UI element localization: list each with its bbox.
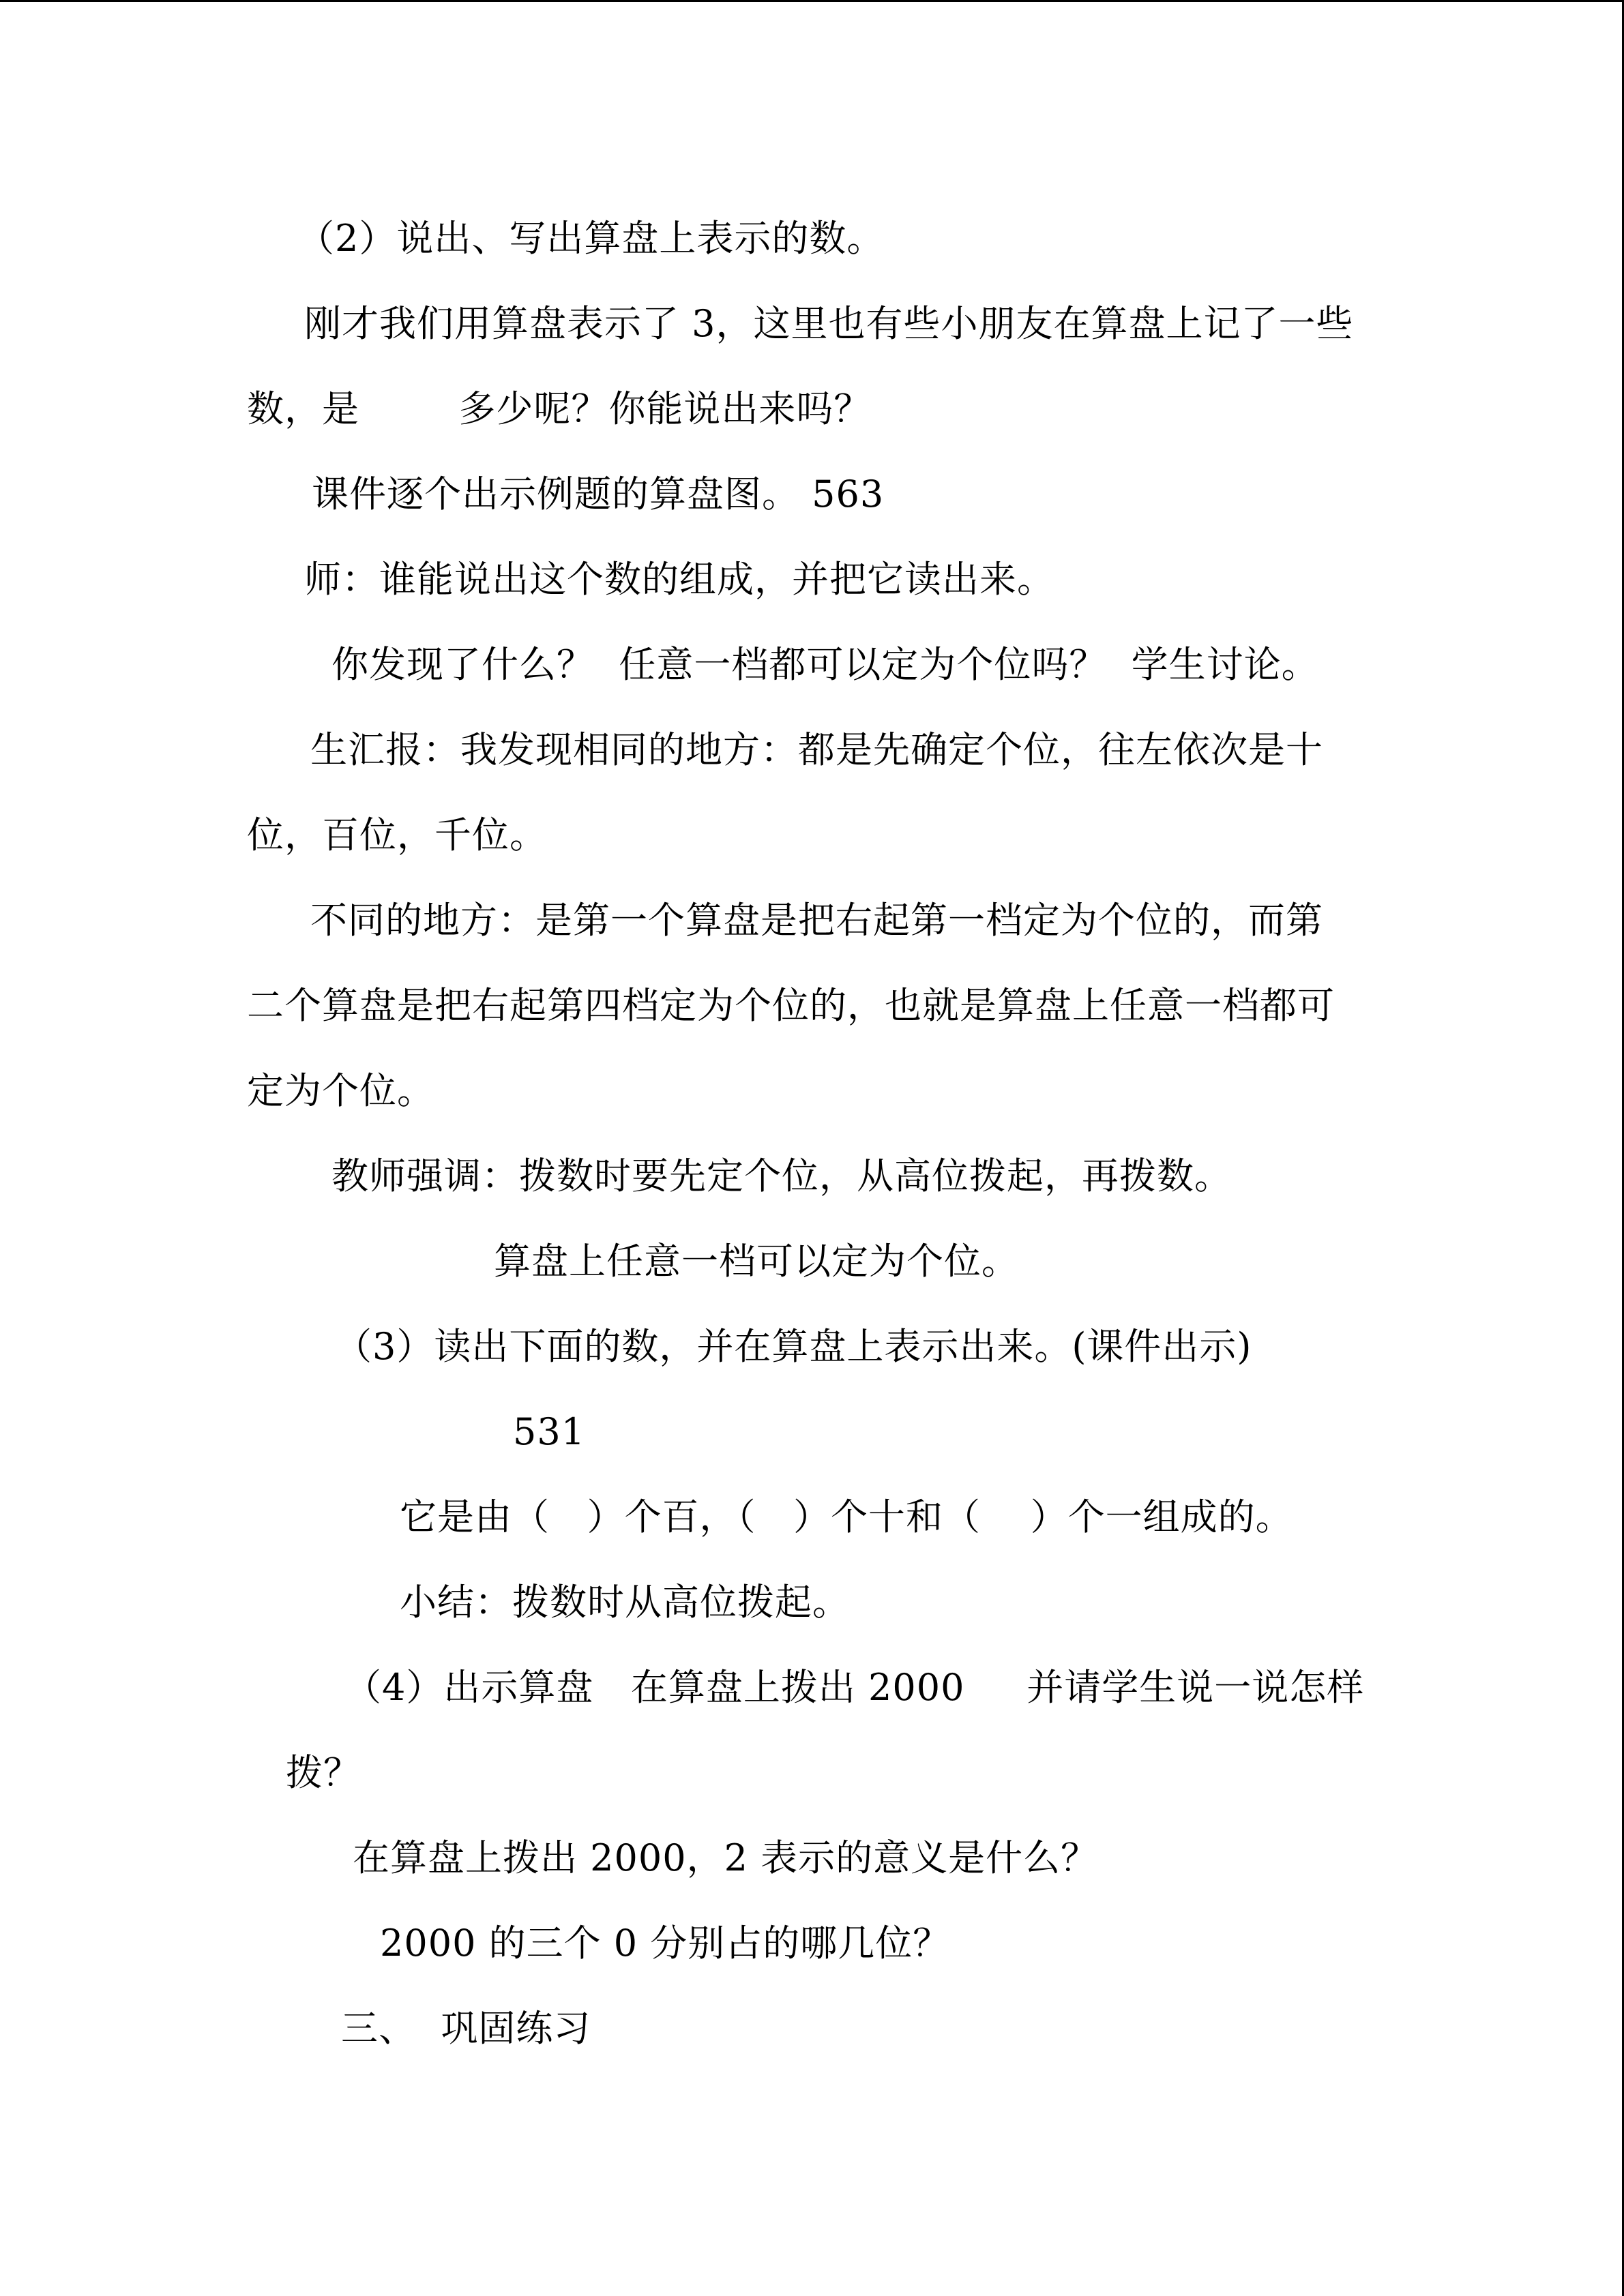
text-line-5: 师：谁能说出这个数的组成，并把它读出来。 xyxy=(304,558,1054,601)
text-line-11: 定为个位。 xyxy=(247,1069,434,1112)
text-line-17: 小结：拨数时从高位拨起。 xyxy=(400,1581,850,1624)
text-line-12: 教师强调：拨数时要先定个位，从高位拨起，再拨数。 xyxy=(331,1154,1232,1197)
text-line-6: 你发现了什么？ 任意一档都可以定为个位吗？ 学生讨论。 xyxy=(331,643,1319,686)
text-line-2: 刚才我们用算盘表示了 3，这里也有些小朋友在算盘上记了一些 xyxy=(304,302,1354,345)
text-line-1: （2）说出、写出算盘上表示的数。 xyxy=(297,217,885,260)
text-line-20: 在算盘上拨出 2000，2 表示的意义是什么？ xyxy=(353,1836,1099,1879)
text-line-7: 生汇报：我发现相同的地方：都是先确定个位，往左依次是十 xyxy=(310,728,1323,771)
text-line-8: 位，百位，千位。 xyxy=(247,814,547,856)
text-line-10: 二个算盘是把右起第四档定为个位的，也就是算盘上任意一档都可 xyxy=(247,984,1335,1027)
text-line-19: 拨？ xyxy=(286,1751,361,1794)
text-line-4: 课件逐个出示例题的算盘图。 563 xyxy=(312,473,885,516)
section-heading-consolidation: 三、 巩固练习 xyxy=(341,2007,591,2050)
text-line-18: （4）出示算盘 在算盘上拨出 2000 并请学生说一说怎样 xyxy=(344,1666,1365,1709)
text-line-21: 2000 的三个 0 分别占的哪几位？ xyxy=(380,1922,951,1965)
text-line-3: 数，是 多少呢？你能说出来吗？ xyxy=(247,387,872,430)
text-line-16: 它是由（ ）个百，（ ）个十和（ ）个一组成的。 xyxy=(400,1495,1293,1538)
text-line-14: （3）读出下面的数，并在算盘上表示出来。(课件出示) xyxy=(335,1325,1252,1368)
page-top-border xyxy=(0,0,1624,2)
text-line-15: 531 xyxy=(513,1410,586,1453)
text-line-13: 算盘上任意一档可以定为个位。 xyxy=(494,1240,1019,1283)
text-line-9: 不同的地方：是第一个算盘是把右起第一档定为个位的，而第 xyxy=(310,899,1323,942)
